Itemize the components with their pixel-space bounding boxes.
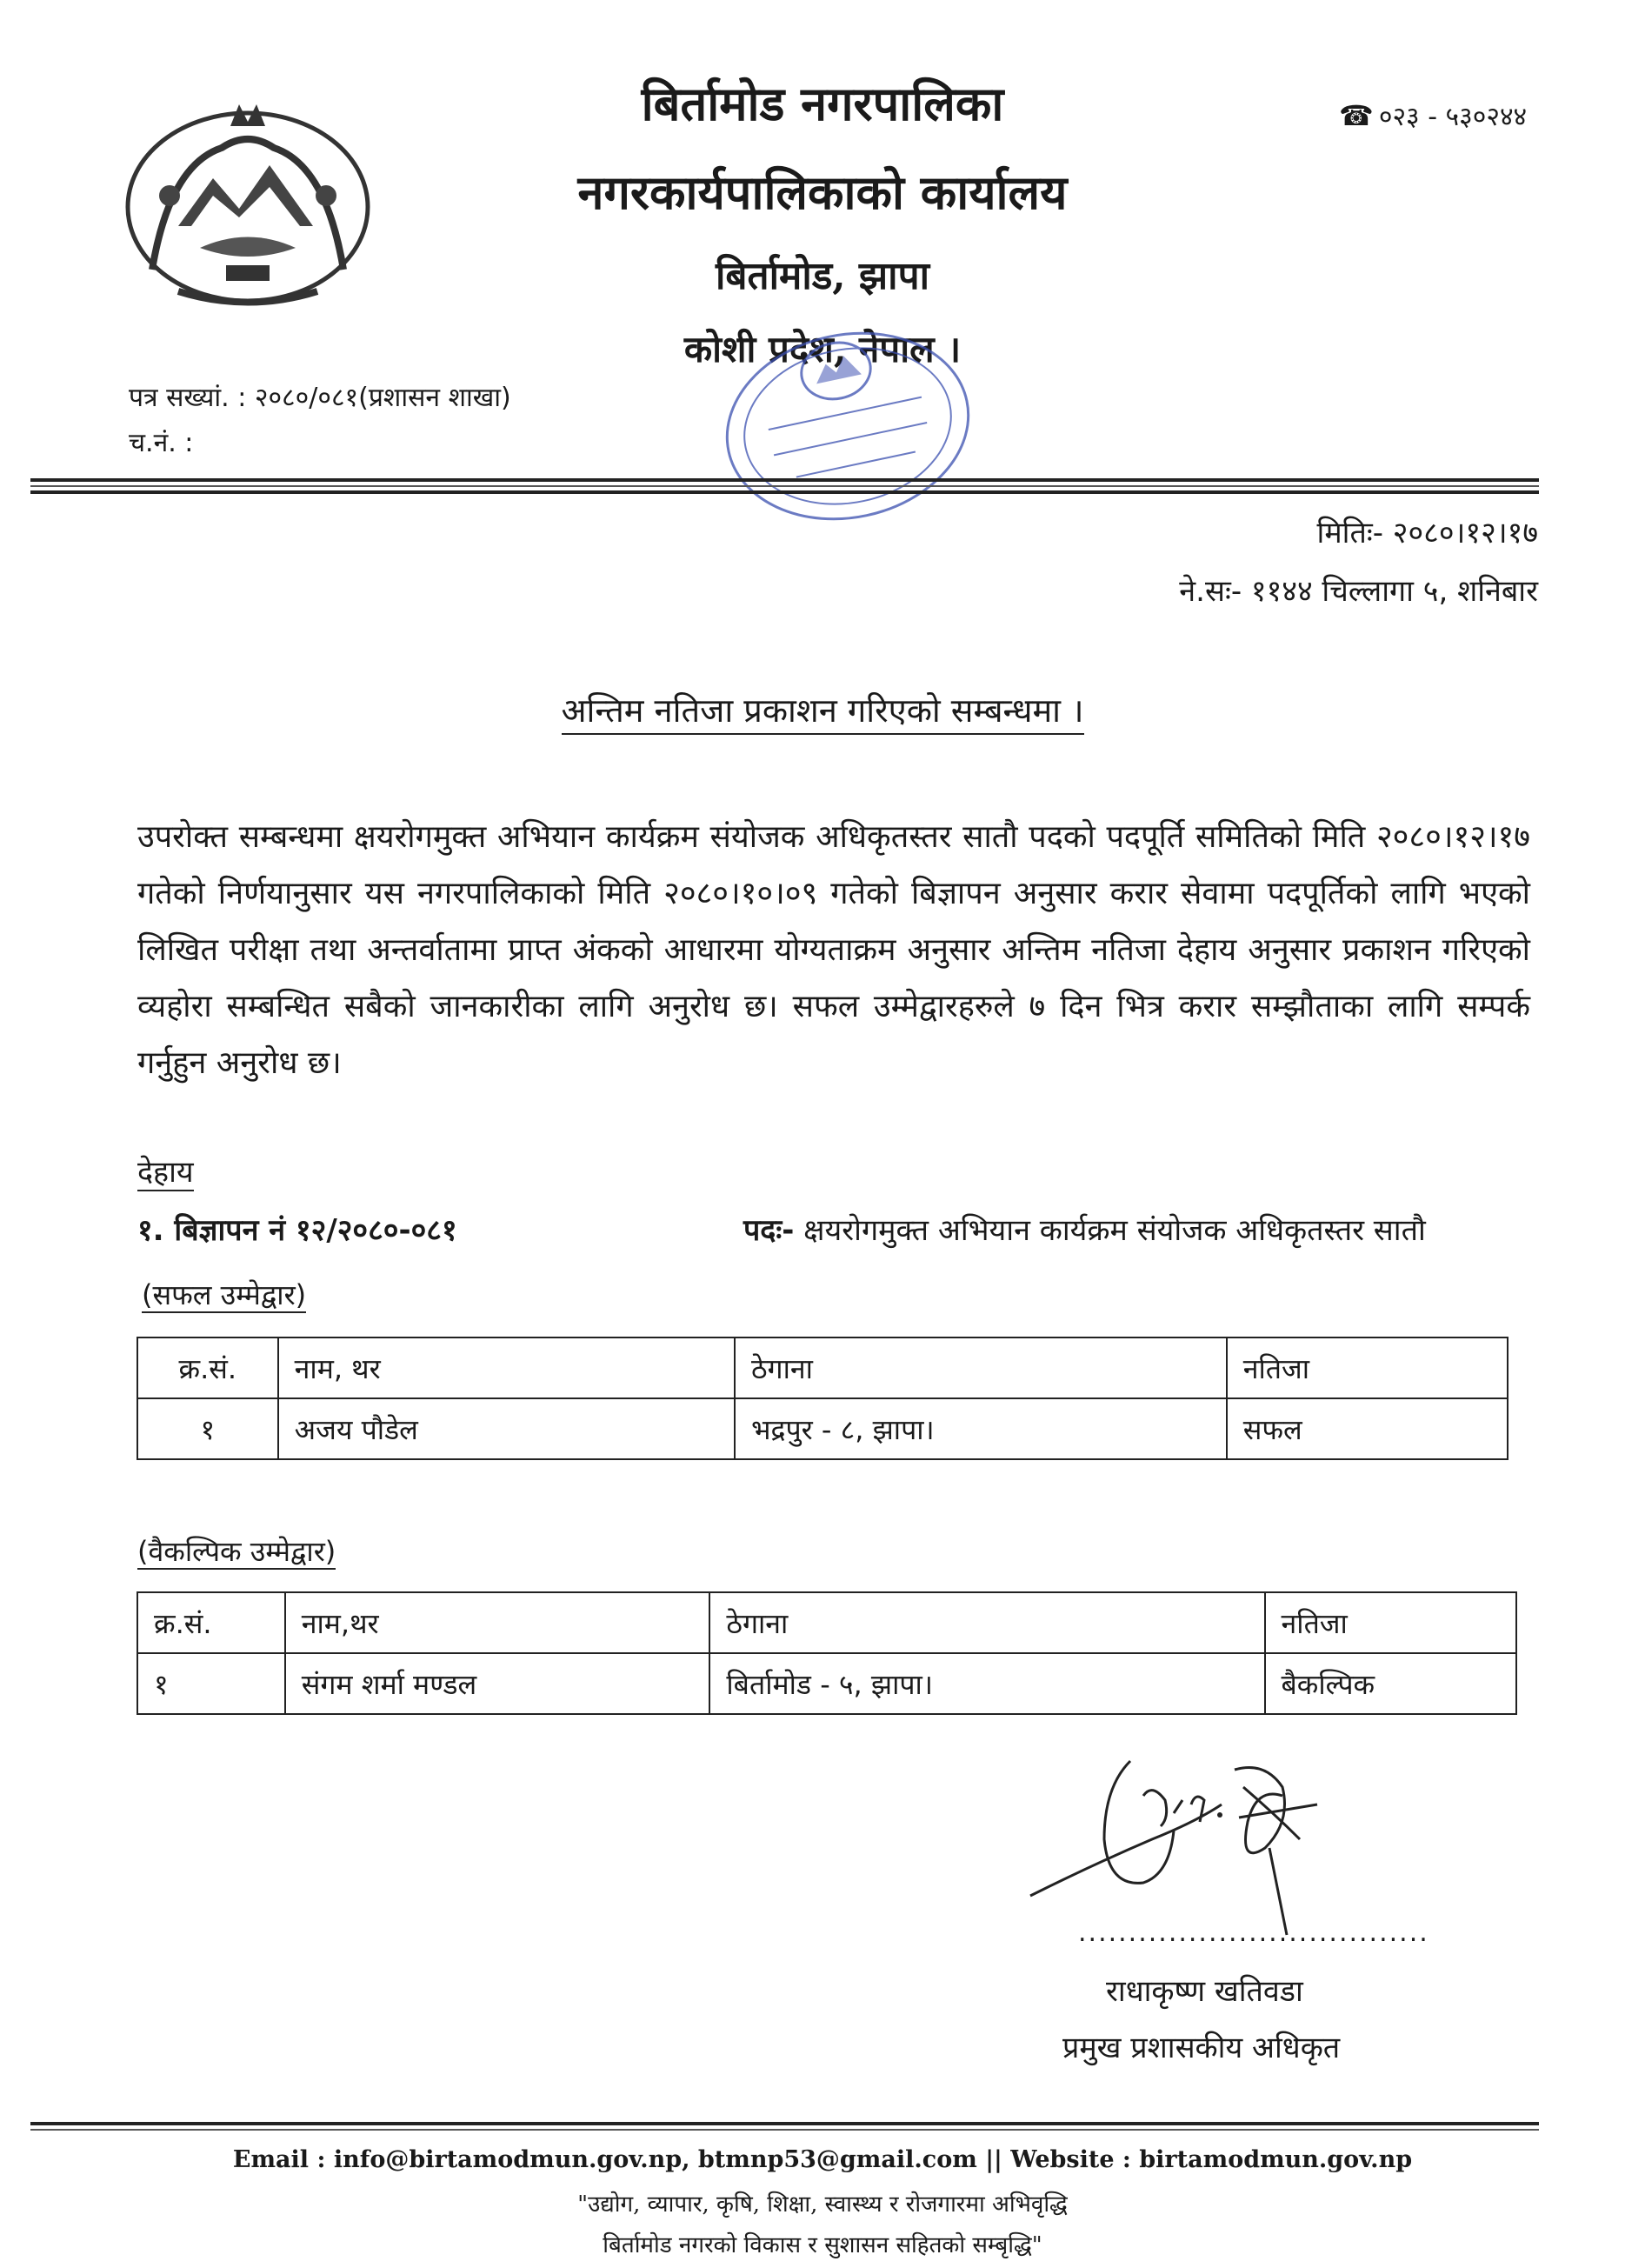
subject-text: अन्तिम नतिजा प्रकाशन गरिएको सम्बन्धमा । [562,691,1084,735]
footer-rule-bottom [30,2129,1539,2131]
municipality-title: बिर्तामोड नगरपालिका [641,76,1004,131]
table-header-cell: ठेगाना [735,1337,1227,1398]
table-cell: १ [137,1398,278,1459]
table-header-cell: नतिजा [1227,1337,1508,1398]
alternate-candidates-label: (वैकल्पिक उम्मेद्वार) [137,1535,336,1568]
signatory-name: राधाकृष्ण खतिवडा [1106,1974,1303,2009]
footer-rule-top [30,2122,1539,2125]
table-cell: बिर्तामोड - ५, झापा। [709,1653,1264,1714]
header-rule-top [30,478,1539,482]
footer-contact: Email : info@birtamodmun.gov.np, btmnp53@gmail.com || Website : birtamodmun.gov.np [232,2146,1413,2173]
advertisement-number: १. बिज्ञापन नं १२/२०८०-०८१ [137,1213,457,1248]
table-header-cell: क्र.सं. [137,1337,278,1398]
letter-subject [0,687,1645,732]
telephone-icon: ☎ [1339,98,1374,132]
successful-candidates-label: (सफल उम्मेद्वार) [142,1278,307,1311]
alternate-candidates-table [137,1591,1517,1715]
header-rule-bottom [30,490,1539,494]
office-title: नगरकार्यपालिकाको कार्यालय [577,164,1068,220]
table-header-cell: क्र.सं. [137,1592,285,1653]
table-header-row [137,1337,1508,1398]
nepal-sambat-date: ने.सः- ११४४ चिल्लागा ५, शनिबार [1179,574,1538,609]
position-value: क्षयरोगमुक्त अभियान कार्यक्रम संयोजक अधिकृतस्तर सातौ [803,1213,1426,1248]
table-header-row [137,1592,1516,1653]
handwritten-signature-icon [1022,1735,1352,1948]
letter-body: उपरोक्त सम्बन्धमा क्षयरोगमुक्त अभियान कार्यक्रम संयोजक अधिकृतस्तर सातौ पदको पदपूर्ति समितिको मिति २०८०।१२।१७ गतेको निर्णयानुसार यस नगरपालिकाको मिति २०८०।१०।०९ गतेको बिज्ञापन अनुसार करार सेवामा पदपूर्तिको लागि भएको लिखित परीक्षा तथा अन्तर्वातामा प्राप्त अंकको आधारमा योग्यताक्रम अनुसार अन्तिम नतिजा देहाय अनुसार प्रकाशन गरिएको व्यहोरा सम्बन्धित सबैको जानकारीका लागि अनुरोध छ। सफल उम्मेद्वारहरुले ७ दिन भित्र करार सम्झौताका लागि सम्पर्क गर्नुहुन अनुरोध छ। [137,819,1530,1081]
table-cell: सफल [1227,1398,1508,1459]
office-location: बिर्तामोड, झापा [716,254,929,298]
footer-slogan-line1: "उद्योग, व्यापार, कृषि, शिक्षा, स्वास्थ्य र रोजगारमा अभिवृद्धि [577,2191,1068,2218]
signatory-designation: प्रमुख प्रशासकीय अधिकृत [1062,2031,1341,2065]
table-cell: संगम शर्मा मण्डल [285,1653,710,1714]
table-row [137,1653,1516,1714]
phone-text: ०२३ - ५३०२४४ [1378,102,1528,132]
table-header-cell: ठेगाना [709,1592,1264,1653]
successful-candidates-table [137,1337,1508,1460]
table-header-cell: नाम,थर [285,1592,710,1653]
header-rule-middle [30,485,1539,487]
footer-slogan-line2: बिर्तामोड नगरको विकास र सुशासन सहितको सम्बृद्धि" [603,2232,1042,2258]
table-row [137,1398,1508,1459]
position-label: पदः- [743,1213,795,1248]
signature-line: ................................... [1078,1918,1429,1948]
letter-number: पत्र सख्यां. : २०८०/०८१(प्रशासन शाखा) [129,383,511,413]
table-cell: अजय पौडेल [278,1398,735,1459]
table-cell: बैकल्पिक [1265,1653,1516,1714]
table-cell: १ [137,1653,285,1714]
table-header-cell: नाम, थर [278,1337,735,1398]
phone-number [1339,97,1527,133]
position-line [743,1209,1426,1249]
dispatch-number: च.नं. : [129,428,194,458]
office-province: कोशी प्रदेश, नेपाल । [683,328,962,370]
office-stamp-icon [709,317,987,535]
table-cell: भद्रपुर - ८, झापा। [735,1398,1227,1459]
letter-date: मितिः- २०८०।१२।१७ [1316,516,1538,550]
dehay-heading: देहाय [137,1155,194,1190]
table-header-cell: नतिजा [1265,1592,1516,1653]
